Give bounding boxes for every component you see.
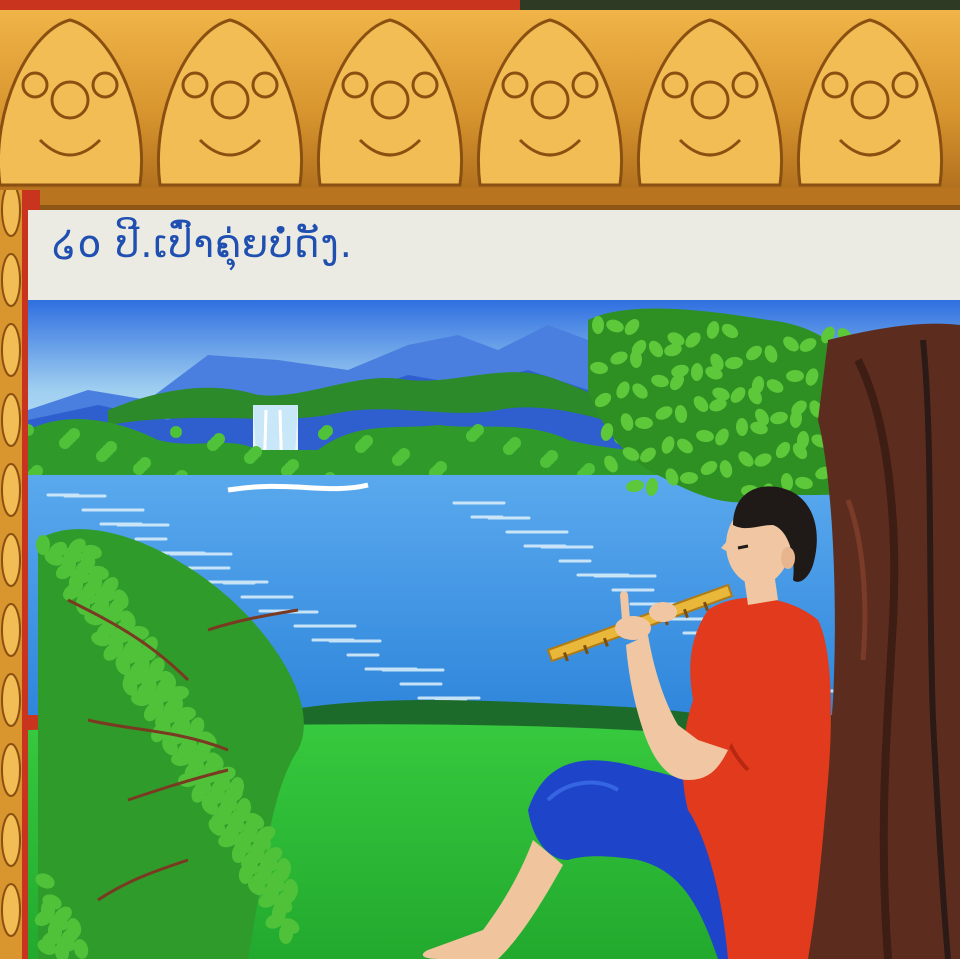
painted-scene xyxy=(28,300,960,959)
hand xyxy=(615,616,651,640)
mural-caption: ໒໐ ປີ.ເປົ່າຄຸ່ຍບໍ່ດັງ. xyxy=(52,222,353,266)
ornate-gold-frame-top xyxy=(0,0,960,215)
